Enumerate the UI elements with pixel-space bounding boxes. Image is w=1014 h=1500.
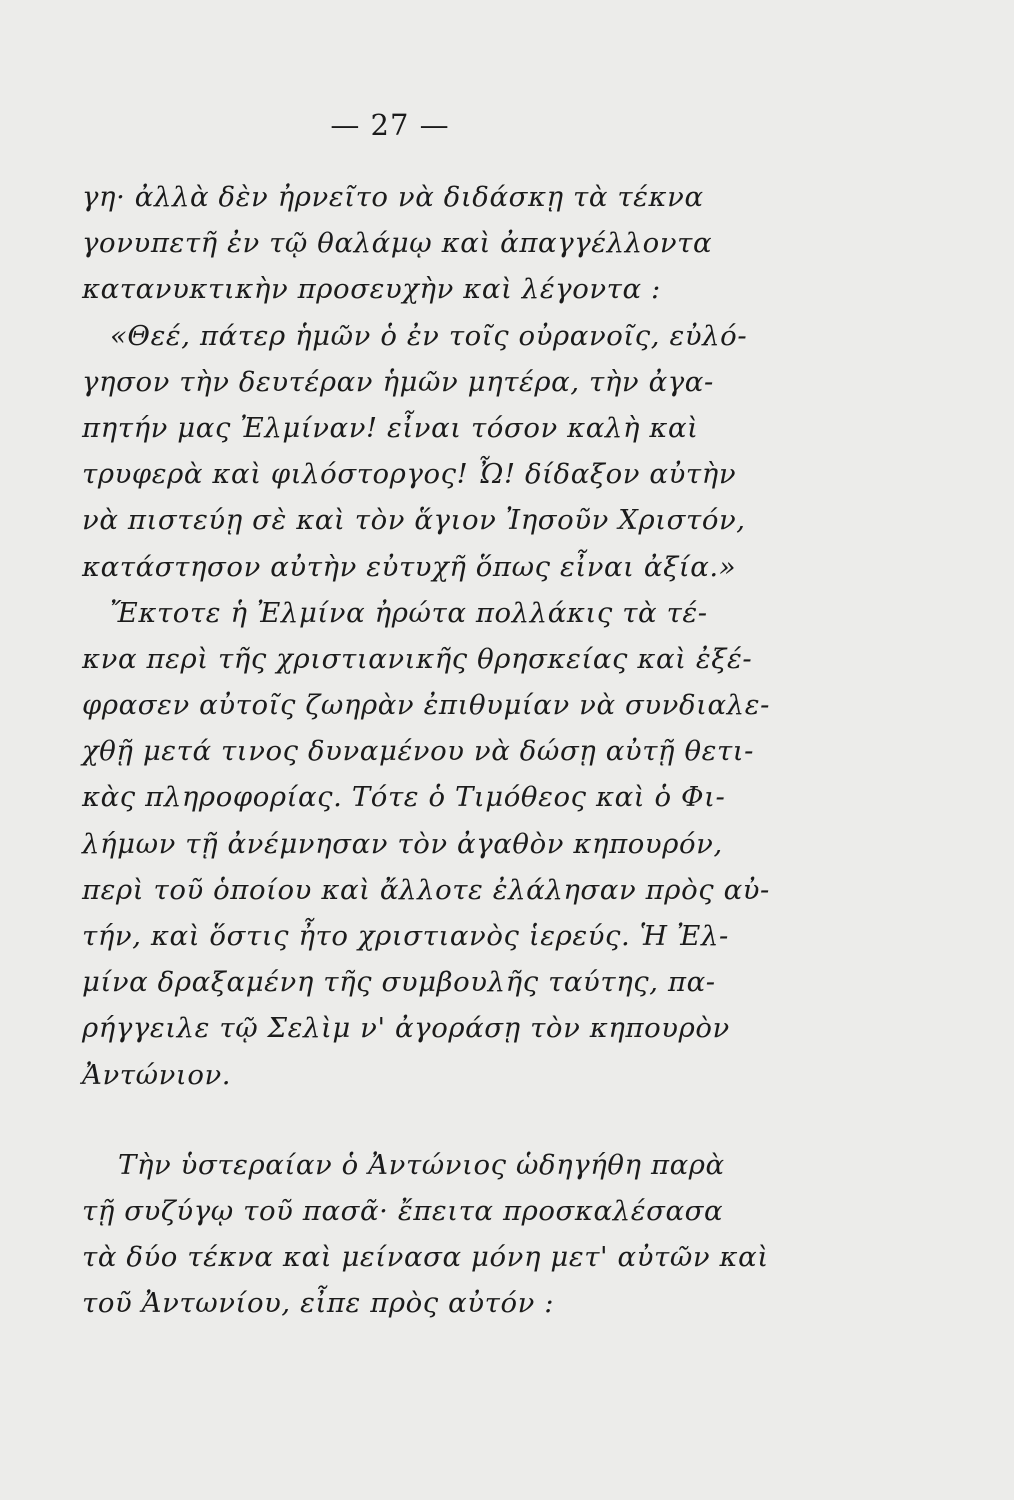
text-line: μίνα δραξαμένη τῆς συμβουλῆς ταύτης, πα- [82, 966, 716, 999]
text-line: λήμων τῇ ἀνέμνησαν τὸν ἀγαθὸν κηπουρόν, [82, 827, 723, 860]
text-line: κατανυκτικὴν προσευχὴν καὶ λέγοντα : [82, 273, 661, 306]
text-line: κνα περὶ τῆς χριστιανικῆς θρησκείας καὶ ἐξέ- [82, 642, 753, 675]
body-text [82, 174, 772, 1327]
text-line: κὰς πληροφορίας. Τότε ὁ Τιμόθεος καὶ ὁ Φι- [82, 781, 726, 814]
text-line: τὰ δύο τέκνα καὶ μείνασα μόνη μετ' αὐτῶν καὶ [82, 1241, 769, 1274]
text-line: γονυπετῆ ἐν τῷ θαλάμῳ καὶ ἀπαγγέλλοντα [82, 227, 713, 260]
text-line: τοῦ Ἀντωνίου, εἶπε πρὸς αὐτόν : [82, 1287, 555, 1320]
text-line: περὶ τοῦ ὁποίου καὶ ἄλλοτε ἐλάλησαν πρὸς αὐ- [82, 873, 770, 906]
text-line: φρασεν αὐτοῖς ζωηρὰν ἐπιθυμίαν νὰ συνδιαλε- [82, 689, 770, 722]
text-line: τρυφερὰ καὶ φιλόστοργος! Ὦ! δίδαξον αὐτὴν [82, 458, 737, 491]
paragraph-2 [82, 313, 772, 590]
paragraph-4 [82, 1142, 772, 1327]
text-line: Τὴν ὑστεραίαν ὁ Ἀντώνιος ὡδηγήθη παρὰ [118, 1148, 725, 1181]
text-line: γησον τὴν δευτέραν ἡμῶν μητέρα, τὴν ἀγα- [82, 365, 714, 398]
text-line: πητήν μας Ἐλμίναν! εἶναι τόσον καλὴ καὶ [82, 411, 699, 444]
page-number: — 27 — [330, 108, 450, 142]
text-line: ρήγγειλε τῷ Σελὶμ ν' ἀγοράσῃ τὸν κηπουρὸν [82, 1012, 730, 1045]
text-line: Ἀντώνιον. [82, 1058, 232, 1091]
text-line: τῇ συζύγῳ τοῦ πασᾶ· ἔπειτα προσκαλέσασα [82, 1194, 724, 1227]
paragraph-1 [82, 174, 772, 313]
paragraph-3 [82, 590, 772, 1098]
text-line: Ἔκτοτε ἡ Ἐλμίνα ἠρώτα πολλάκις τὰ τέ- [110, 596, 708, 629]
text-line: κατάστησον αὐτὴν εὐτυχῆ ὅπως εἶναι ἀξία.» [82, 550, 737, 583]
text-line: χθῇ μετά τινος δυναμένου νὰ δώσῃ αὐτῇ θετι- [82, 735, 755, 768]
text-line: γη· ἀλλὰ δὲν ἠρνεῖτο νὰ διδάσκῃ τὰ τέκνα [82, 181, 704, 213]
text-line: νὰ πιστεύῃ σὲ καὶ τὸν ἅγιον Ἰησοῦν Χριστόν, [82, 504, 746, 537]
text-line: τήν, καὶ ὅστις ἦτο χριστιανὸς ἱερεύς. Ἡ Ἐλ- [82, 920, 729, 952]
text-line: «Θεέ, πάτερ ἡμῶν ὁ ἐν τοῖς οὐρανοῖς, εὐλό- [110, 319, 748, 352]
paragraph-gap [82, 1098, 772, 1142]
